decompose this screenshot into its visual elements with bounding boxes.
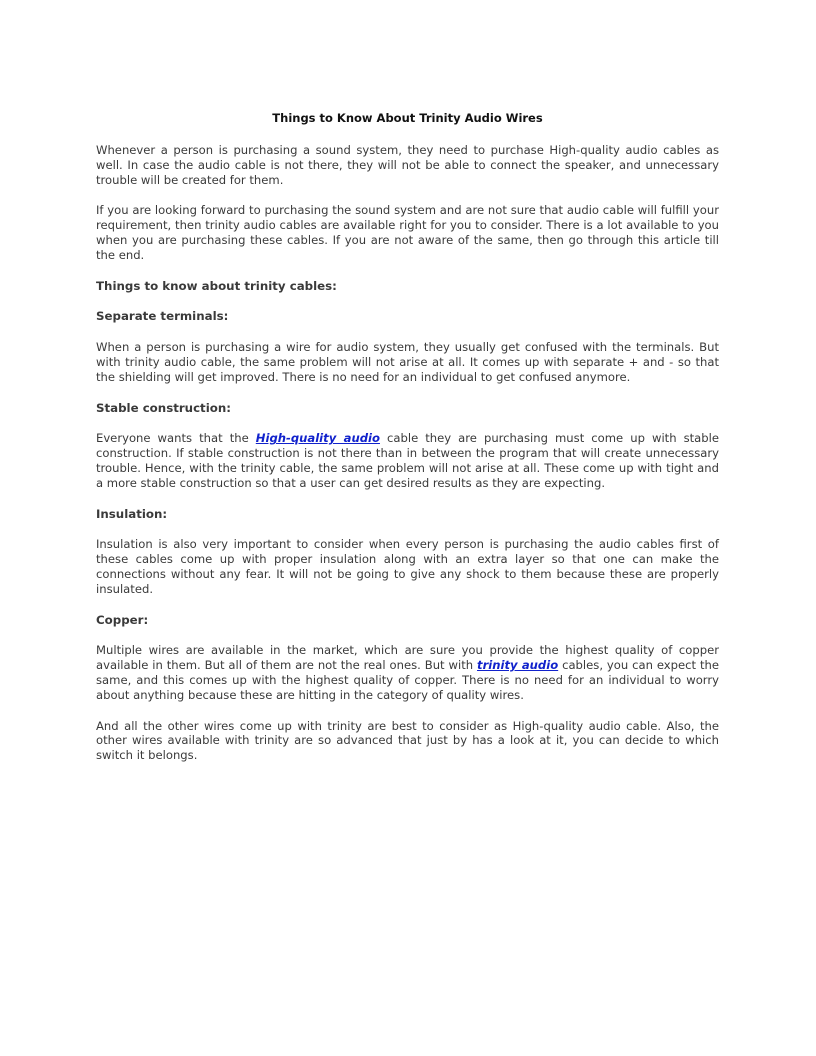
section-heading: Things to know about trinity cables: [96,278,337,293]
insulation-heading: Insulation: [96,506,168,521]
construction-text-after: cable they are purchasing must come up with stable construction. If stable construction is not there than in between the program that will create unnecessary trouble. Hence, with the trinity cable, the same problem will not arise at all. These come up with tight and a more stable construction so that a user can get desired results as they are expecting. [96,431,720,490]
terminals-paragraph: When a person is purchasing a wire for audio system, they usually get confused with the terminals. But with trinity audio cable, the same problem will not arise at all. It comes up with separate + and - so that the shielding will get improved. There is no need for an individual to get confused anymore. [96,340,719,384]
high-quality-audio-link[interactable]: High-quality audio [255,431,380,446]
document-title: Things to Know About Trinity Audio Wires [272,111,543,125]
copper-heading: Copper: [96,612,149,627]
construction-heading: Stable construction: [96,400,231,415]
construction-text-before: Everyone wants that the [96,431,256,446]
insulation-paragraph: Insulation is also very important to consider when every person is purchasing the audio cables first of these cables come up with proper insulation along with an extra layer so that one can make the connections without any fear. It will not be going to give any shock to them because these are properly insulated. [96,537,719,596]
terminals-heading: Separate terminals: [96,309,229,324]
copper-text-after: cables, you can expect the same, and this comes up with the highest quality of copper. There is no need for an individual to worry about anything because these are hitting in the category of quality wires. [96,658,719,702]
intro-paragraph-2: If you are looking forward to purchasing the sound system and are not sure that audio cable will fulfill your requirement, then trinity audio cables are available right for you to consider. There is a lot available to you when you are purchasing these cables. If you are not aware of the same, then go through this article till the end. [96,203,719,262]
intro-paragraph-1: Whenever a person is purchasing a sound system, they need to purchase High-quality audio cables as well. In case the audio cable is not there, they will not be able to connect the speaker, and unnecessary trouble will be created for them. [96,143,719,187]
copper-text-before: Multiple wires are available in the market, which are sure you provide the highest quality of copper available in them. But all of them are not the real ones. But with [96,643,719,673]
document-page [96,110,719,779]
trinity-audio-link[interactable]: trinity audio [477,658,559,673]
construction-paragraph [96,431,719,490]
closing-paragraph: And all the other wires come up with trinity are best to consider as High-quality audio cable. Also, the other wires available with trinity are so advanced that just by has a look at it, you can decide to which switch it belongs. [96,718,719,763]
copper-paragraph [96,643,719,702]
